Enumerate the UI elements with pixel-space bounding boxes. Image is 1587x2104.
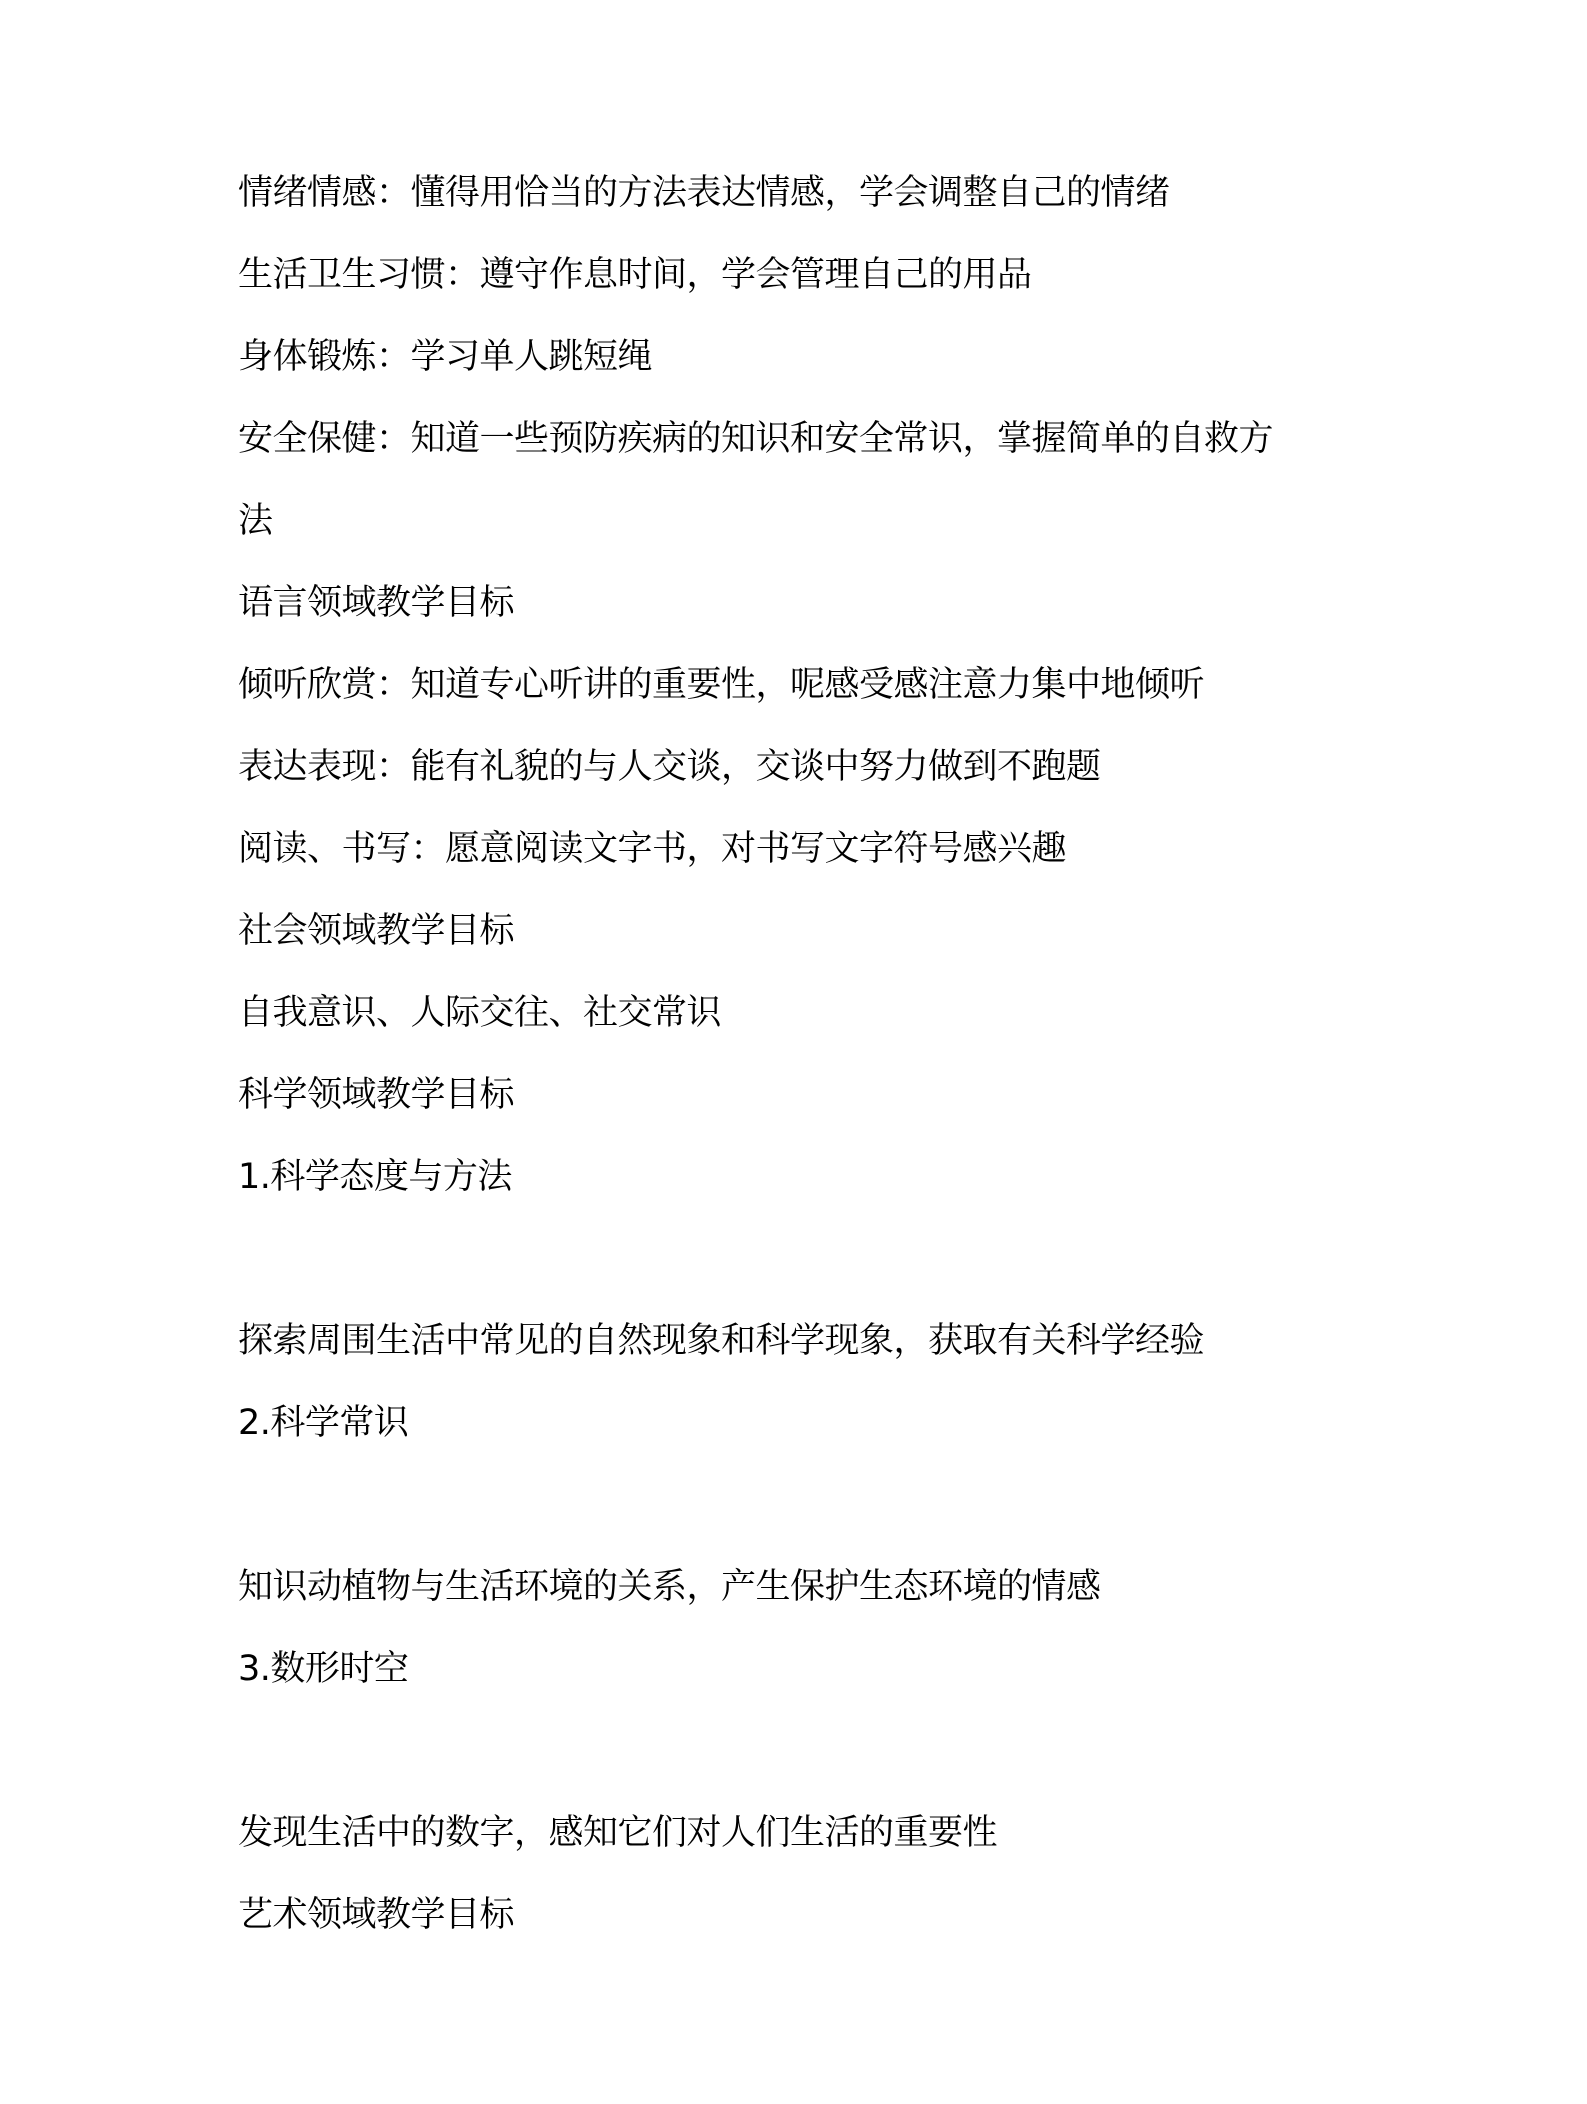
paragraph-hygiene-habits: 生活卫生习惯：遵守作息时间，学会管理自己的用品 bbox=[238, 255, 1032, 295]
subheading-science-attitude: 1.科学态度与方法 bbox=[238, 1157, 512, 1197]
blank-line bbox=[238, 1218, 1358, 1300]
paragraph-emotion: 情绪情感：懂得用恰当的方法表达情感，学会调整自己的情绪 bbox=[238, 173, 1170, 213]
paragraph-discover-numbers: 发现生活中的数字，感知它们对人们生活的重要性 bbox=[238, 1813, 998, 1853]
heading-language-domain: 语言领域教学目标 bbox=[238, 583, 515, 623]
heading-science-domain: 科学领域教学目标 bbox=[238, 1075, 515, 1115]
paragraph-safety-health: 安全保健：知道一些预防疾病的知识和安全常识，掌握简单的自救方 bbox=[238, 419, 1274, 459]
paragraph-reading-writing: 阅读、书写：愿意阅读文字书，对书写文字符号感兴趣 bbox=[238, 829, 1067, 869]
paragraph-explore-phenomena: 探索周围生活中常见的自然现象和科学现象，获取有关科学经验 bbox=[238, 1321, 1205, 1361]
paragraph-listening: 倾听欣赏：知道专心听讲的重要性，呢感受感注意力集中地倾听 bbox=[238, 665, 1205, 705]
blank-line bbox=[238, 1464, 1358, 1546]
heading-social-domain: 社会领域教学目标 bbox=[238, 911, 515, 951]
paragraph-physical-exercise: 身体锻炼：学习单人跳短绳 bbox=[238, 337, 653, 377]
blank-line bbox=[238, 1710, 1358, 1792]
paragraph-plants-animals: 知识动植物与生活环境的关系，产生保护生态环境的情感 bbox=[238, 1567, 1101, 1607]
document-page bbox=[238, 152, 1358, 1956]
paragraph-social-items: 自我意识、人际交往、社交常识 bbox=[238, 993, 722, 1033]
paragraph-expression: 表达表现：能有礼貌的与人交谈，交谈中努力做到不跑题 bbox=[238, 747, 1101, 787]
subheading-numbers-shapes: 3.数形时空 bbox=[238, 1649, 409, 1689]
heading-art-domain: 艺术领域教学目标 bbox=[238, 1895, 515, 1935]
paragraph-safety-health-continued: 法 bbox=[238, 501, 273, 541]
subheading-science-knowledge: 2.科学常识 bbox=[238, 1403, 409, 1443]
